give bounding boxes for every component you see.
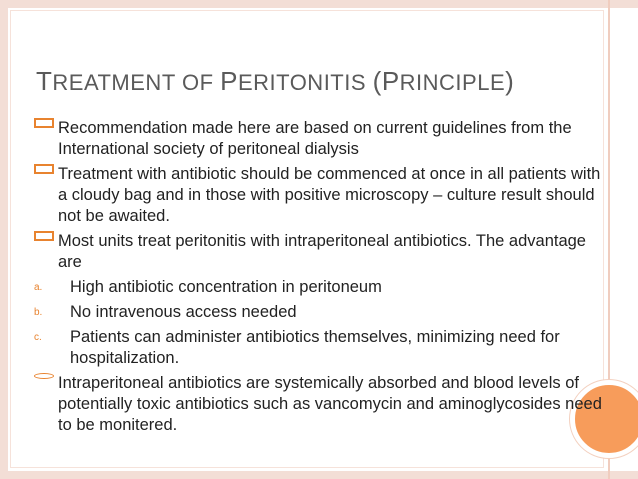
bullet-item [34, 327, 606, 369]
title-part: T [36, 66, 53, 96]
slide-title [36, 66, 596, 97]
bullet-text: Recommendation made here are based on current guidelines from the International society of peritoneal dialysis [58, 119, 572, 158]
bullet-text: Intraperitoneal antibiotics are systemically absorbed and blood levels of potentially toxic antibiotics such as vancomycin and aminoglycosides need to be monitered. [58, 374, 602, 434]
letter-marker: b. [34, 307, 43, 318]
letter-marker: c. [34, 332, 42, 343]
bullet-text: High antibiotic concentration in peritoneum [70, 278, 382, 296]
frame-bottom-border [0, 471, 638, 479]
bullet-item [34, 277, 606, 298]
bullet-item [34, 231, 606, 273]
square-bullet-icon [34, 164, 54, 174]
frame-left-border [0, 0, 8, 479]
bullet-text: No intravenous access needed [70, 303, 297, 321]
letter-marker: a. [34, 282, 43, 293]
title-part: RINCIPLE [399, 70, 506, 95]
frame-top-border [0, 0, 638, 8]
bullet-item [34, 118, 606, 160]
bullet-text: Treatment with antibiotic should be commenced at once in all patients with a cloudy bag and in those with positive microscopy – culture result should not be awaited. [58, 165, 601, 225]
title-part: (P [372, 66, 400, 96]
title-part: ERITONITIS [237, 70, 373, 95]
square-bullet-icon [34, 231, 54, 241]
bullet-item [34, 373, 606, 436]
title-part: P [220, 66, 238, 96]
title-part: REATMENT OF [52, 70, 221, 95]
bullet-text: Most units treat peritonitis with intraperitoneal antibiotics. The advantage are [58, 232, 586, 271]
square-bullet-icon [34, 118, 54, 128]
bullet-item [34, 302, 606, 323]
title-part: ) [505, 66, 515, 96]
circle-bullet-icon [34, 373, 54, 379]
bullet-item [34, 164, 606, 227]
bullet-list [34, 118, 606, 440]
bullet-text: Patients can administer antibiotics themselves, minimizing need for hospitalization. [70, 328, 560, 367]
